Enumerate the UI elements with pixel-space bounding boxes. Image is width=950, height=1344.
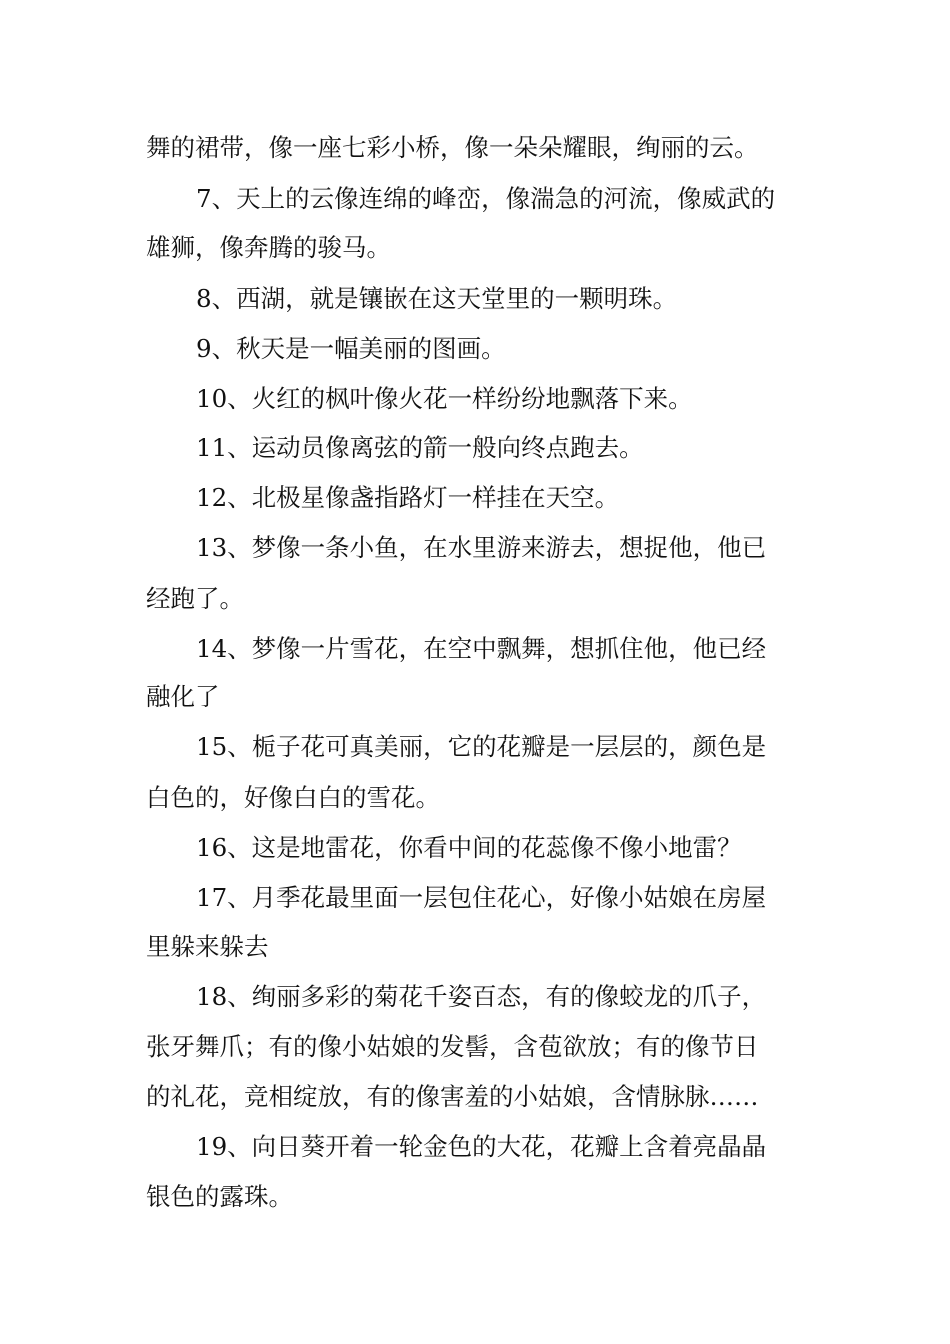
text-line: 9、秋天是一幅美丽的图画。 xyxy=(196,334,506,363)
text-line: 14、梦像一片雪花，在空中飘舞，想抓住他，他已经 xyxy=(196,634,767,663)
text-line: 18、绚丽多彩的菊花千姿百态，有的像蛟龙的爪子， xyxy=(196,982,767,1011)
text-line: 19、向日葵开着一轮金色的大花，花瓣上含着亮晶晶 xyxy=(196,1132,767,1161)
text-line: 8、西湖，就是镶嵌在这天堂里的一颗明珠。 xyxy=(196,284,678,313)
text-line: 白色的，好像白白的雪花。 xyxy=(146,783,440,812)
text-line: 11、运动员像离弦的箭一般向终点跑去。 xyxy=(196,433,644,462)
text-line: 10、火红的枫叶像火花一样纷纷地飘落下来。 xyxy=(196,384,693,413)
text-line: 13、梦像一条小鱼，在水里游来游去，想捉他，他已 xyxy=(196,533,767,562)
text-line: 15、栀子花可真美丽，它的花瓣是一层层的，颜色是 xyxy=(196,732,767,761)
text-line: 7、天上的云像连绵的峰峦，像湍急的河流，像威武的 xyxy=(196,184,776,213)
text-line: 经跑了。 xyxy=(146,584,244,613)
text-line: 16、这是地雷花，你看中间的花蕊像不像小地雷？ xyxy=(196,833,742,862)
text-line: 融化了 xyxy=(146,682,220,711)
text-line: 的礼花，竞相绽放，有的像害羞的小姑娘，含情脉脉…… xyxy=(146,1082,759,1111)
text-line: 17、月季花最里面一层包住花心，好像小姑娘在房屋 xyxy=(196,883,767,912)
text-line: 里躲来躲去 xyxy=(146,932,269,961)
text-line: 张牙舞爪；有的像小姑娘的发髻，含苞欲放；有的像节日 xyxy=(146,1032,759,1061)
text-line: 舞的裙带，像一座七彩小桥，像一朵朵耀眼，绚丽的云。 xyxy=(146,133,759,162)
text-line: 银色的露珠。 xyxy=(146,1182,293,1211)
text-line: 雄狮，像奔腾的骏马。 xyxy=(146,233,391,262)
text-line: 12、北极星像盏指路灯一样挂在天空。 xyxy=(196,483,620,512)
